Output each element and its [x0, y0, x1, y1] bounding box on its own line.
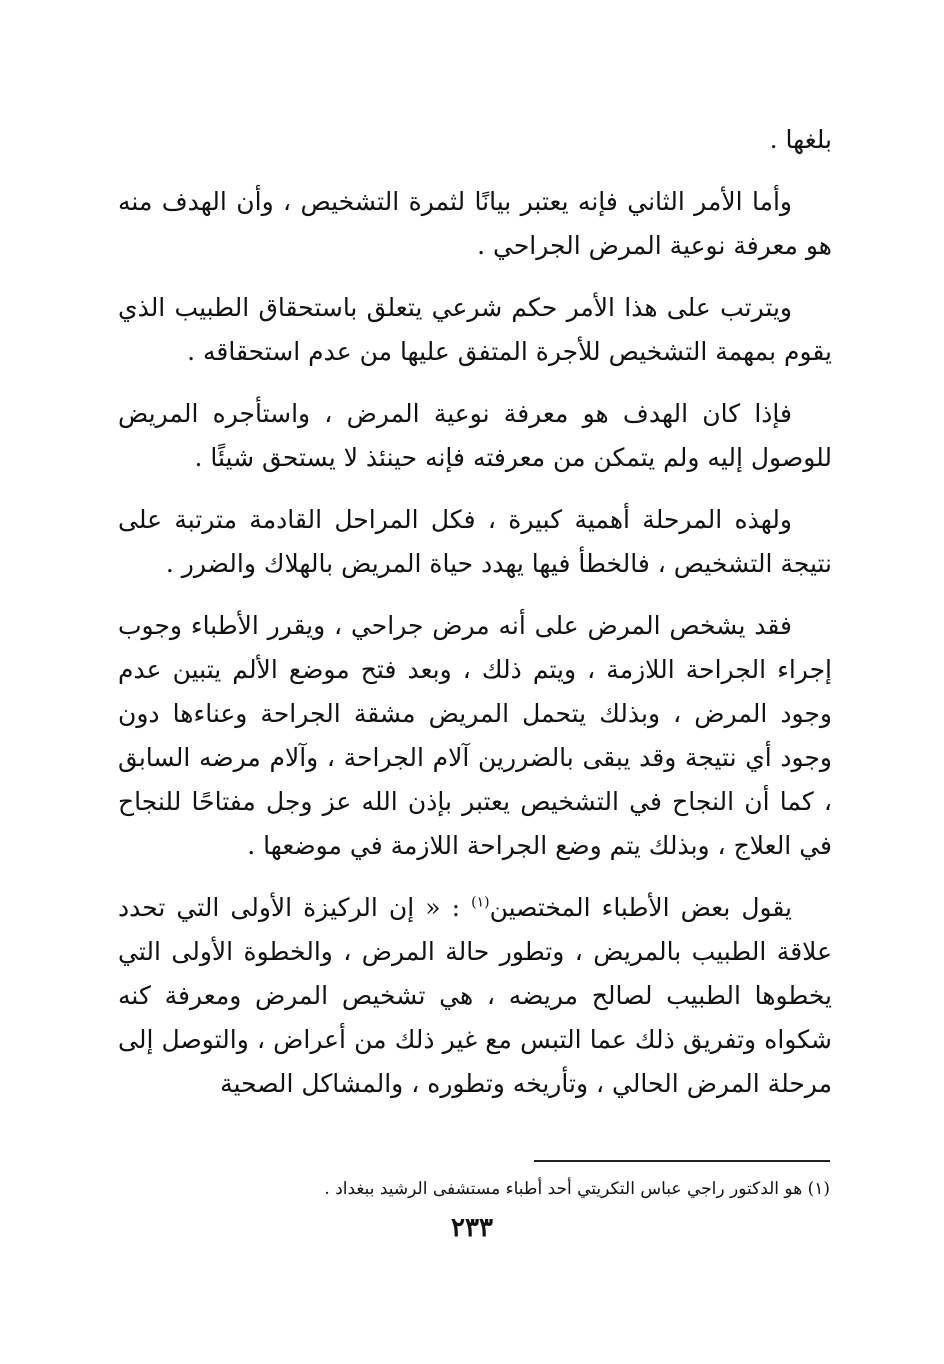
footnote-reference[interactable]: (١) — [471, 894, 490, 911]
quote-text: : « إن الركيزة الأولى التي تحدد علاقة الطبيب بالمريض ، وتطور حالة المرض ، والخطوة الأولى التي يخطوها الطبيب لصالح مريضه ، هي تشخيص المرض ومعرفة كنه شكواه وتفريق ذلك عما التبس مع غير ذلك من أعراض ، والتوصل إلى مرحلة المرض الحالي ، وتأريخه وتطوره ، والمشاكل الصحية — [118, 893, 832, 1098]
body-text — [118, 118, 832, 1124]
footnote: (١) هو الدكتور راجي عباس التكريتي أحد أطباء مستشفى الرشيد ببغداد . — [324, 1179, 830, 1199]
paragraph: ولهذه المرحلة أهمية كبيرة ، فكل المراحل القادمة مترتبة على نتيجة التشخيص ، فالخطأ فيها يهدد حياة المريض بالهلاك والضرر . — [118, 505, 832, 578]
paragraph: فقد يشخص المرض على أنه مرض جراحي ، ويقرر الأطباء وجوب إجراء الجراحة اللازمة ، ويتم ذلك ، وبعد فتح موضع الألم يتبين عدم وجود المرض ، وبذلك يتحمل المريض مشقة الجراحة وعناءها دون وجود أي نتيجة وقد يبقى بالضررين آلام الجراحة ، وآلام مرضه السابق ، كما أن النجاح في التشخيص يعتبر بإذن الله عز وجل مفتاحًا للنجاح في العلاج ، وبذلك يتم وضع الجراحة اللازمة في موضعها . — [118, 611, 832, 860]
quote-lead: يقول بعض الأطباء المختصين — [489, 893, 793, 922]
paragraph: فإذا كان الهدف هو معرفة نوعية المرض ، واستأجره المريض للوصول إليه ولم يتمكن من معرفته فإنه حينئذ لا يستحق شيئًا . — [118, 399, 832, 472]
footnote-divider — [534, 1160, 830, 1162]
quote-paragraph — [118, 886, 832, 1106]
paragraph: وأما الأمر الثاني فإنه يعتبر بيانًا لثمرة التشخيص ، وأن الهدف منه هو معرفة نوعية المرض الجراحي . — [118, 187, 832, 260]
paragraph-continuation: بلغها . — [769, 125, 832, 154]
page-number: ٢٣٣ — [451, 1213, 493, 1243]
paragraph: ويترتب على هذا الأمر حكم شرعي يتعلق باستحقاق الطبيب الذي يقوم بمهمة التشخيص للأجرة المتفق عليها من عدم استحقاقه . — [118, 293, 832, 366]
